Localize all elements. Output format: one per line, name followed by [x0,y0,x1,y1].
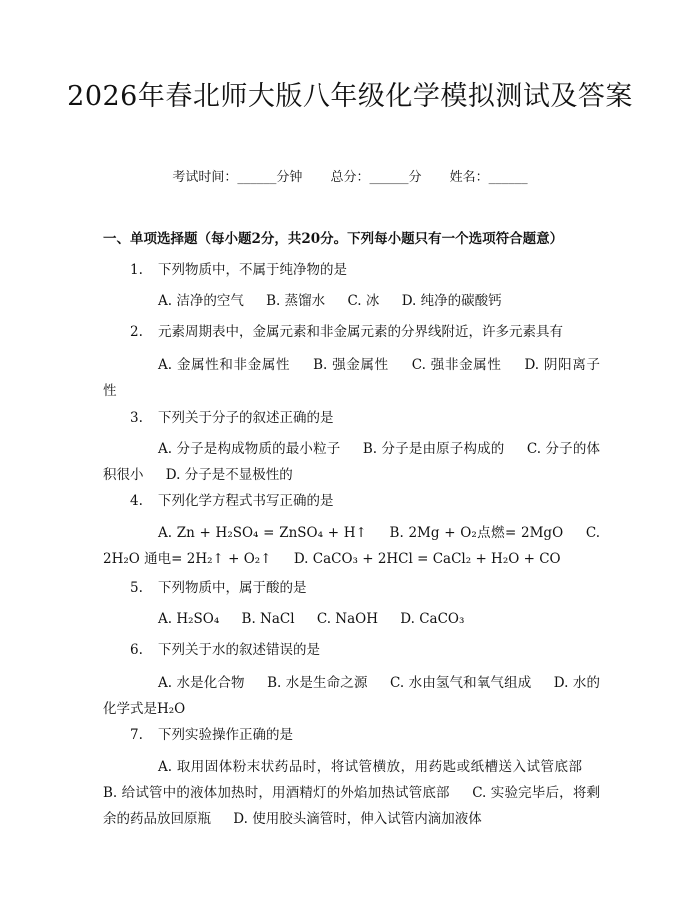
question-number: 1. [130,262,143,278]
question-3 [103,405,600,431]
question-1 [103,257,600,283]
total-score-field: 总分：______分 [330,170,422,185]
question-number: 4. [130,493,143,509]
exam-time-field: 考试时间：______分钟 [172,170,303,185]
option-b: B. 分子是由原子构成的 [362,441,505,457]
option-c: C. 水由氢气和氧气组成 [390,675,532,691]
option-d: D. 分子是不显极性的 [165,467,293,483]
option-d: D. CaCO₃ [400,611,465,627]
option-a: A. 水是化合物 [158,675,245,691]
option-b: B. 水是生命之源 [267,675,368,691]
option-b: B. 强金属性 [313,357,389,373]
question-6-options [103,670,600,722]
option-a: A. 洁净的空气 [158,293,244,309]
option-a: A. 取用固体粉末状药品时，将试管横放，用药匙或纸槽送入试管底部 [158,759,582,775]
question-number: 6. [130,642,143,658]
question-text: 下列关于水的叙述错误的是 [158,642,320,658]
option-c: C. 强非金属性 [411,357,502,373]
option-d: D. 纯净的碳酸钙 [401,293,502,309]
option-c: C. 冰 [347,293,380,309]
question-text: 下列物质中，属于酸的是 [158,580,307,596]
question-5 [103,575,600,601]
option-c: C. 分子的体积很小 [103,441,600,483]
question-2-options [103,352,600,404]
option-d: D. 阴阳离子性 [103,357,600,399]
option-b: B. 蒸馏水 [266,293,326,309]
option-d: D. 使用胶头滴管时，伸入试管内滴加液体 [233,811,482,827]
question-7 [103,722,600,748]
question-text: 下列实验操作正确的是 [158,727,293,743]
section-heading: 一、单项选择题（每小题2分，共20分。下列每小题只有一个选项符合题意） [103,231,564,247]
option-d: D. CaCO₃ + 2HCl = CaCl₂ + H₂O + CO [293,551,561,567]
question-3-options [103,436,600,488]
question-number: 5. [130,580,143,596]
page-title: 2026年春北师大版八年级化学模拟测试及答案 [67,81,633,112]
option-b: B. NaCl [241,611,295,627]
question-text: 元素周期表中，金属元素和非金属元素的分界线附近，许多元素具有 [158,324,563,340]
option-a: A. 金属性和非金属性 [158,357,291,373]
option-b: B. 2Mg + O₂点燃= 2MgO [389,525,564,541]
question-4 [103,488,600,514]
question-2 [103,319,600,345]
question-text: 下列关于分子的叙述正确的是 [158,410,334,426]
question-1-options [103,288,600,314]
question-text: 下列物质中，不属于纯净物的是 [158,262,347,278]
question-6 [103,637,600,663]
question-5-options [103,606,600,632]
option-c: C. NaOH [316,611,378,627]
option-c: C. 2H₂O 通电= 2H₂↑ + O₂↑ [103,525,601,567]
option-d: D. 水的化学式是H₂O [103,675,600,717]
option-a: A. Zn + H₂SO₄ = ZnSO₄ + H↑ [158,525,367,541]
question-number: 3. [130,410,143,426]
exam-meta [0,168,700,188]
option-a: A. 分子是构成物质的最小粒子 [158,441,341,457]
question-7-options [103,754,600,832]
option-c: C. 实验完毕后，将剩余的药品放回原瓶 [103,785,600,827]
option-b: B. 给试管中的液体加热时，用酒精灯的外焰加热试管底部 [103,785,450,801]
question-number: 2. [130,324,143,340]
question-number: 7. [130,727,143,743]
student-name-field: 姓名：______ [449,170,528,185]
question-4-options [103,520,600,572]
question-text: 下列化学方程式书写正确的是 [158,493,334,509]
option-a: A. H₂SO₄ [158,611,220,627]
